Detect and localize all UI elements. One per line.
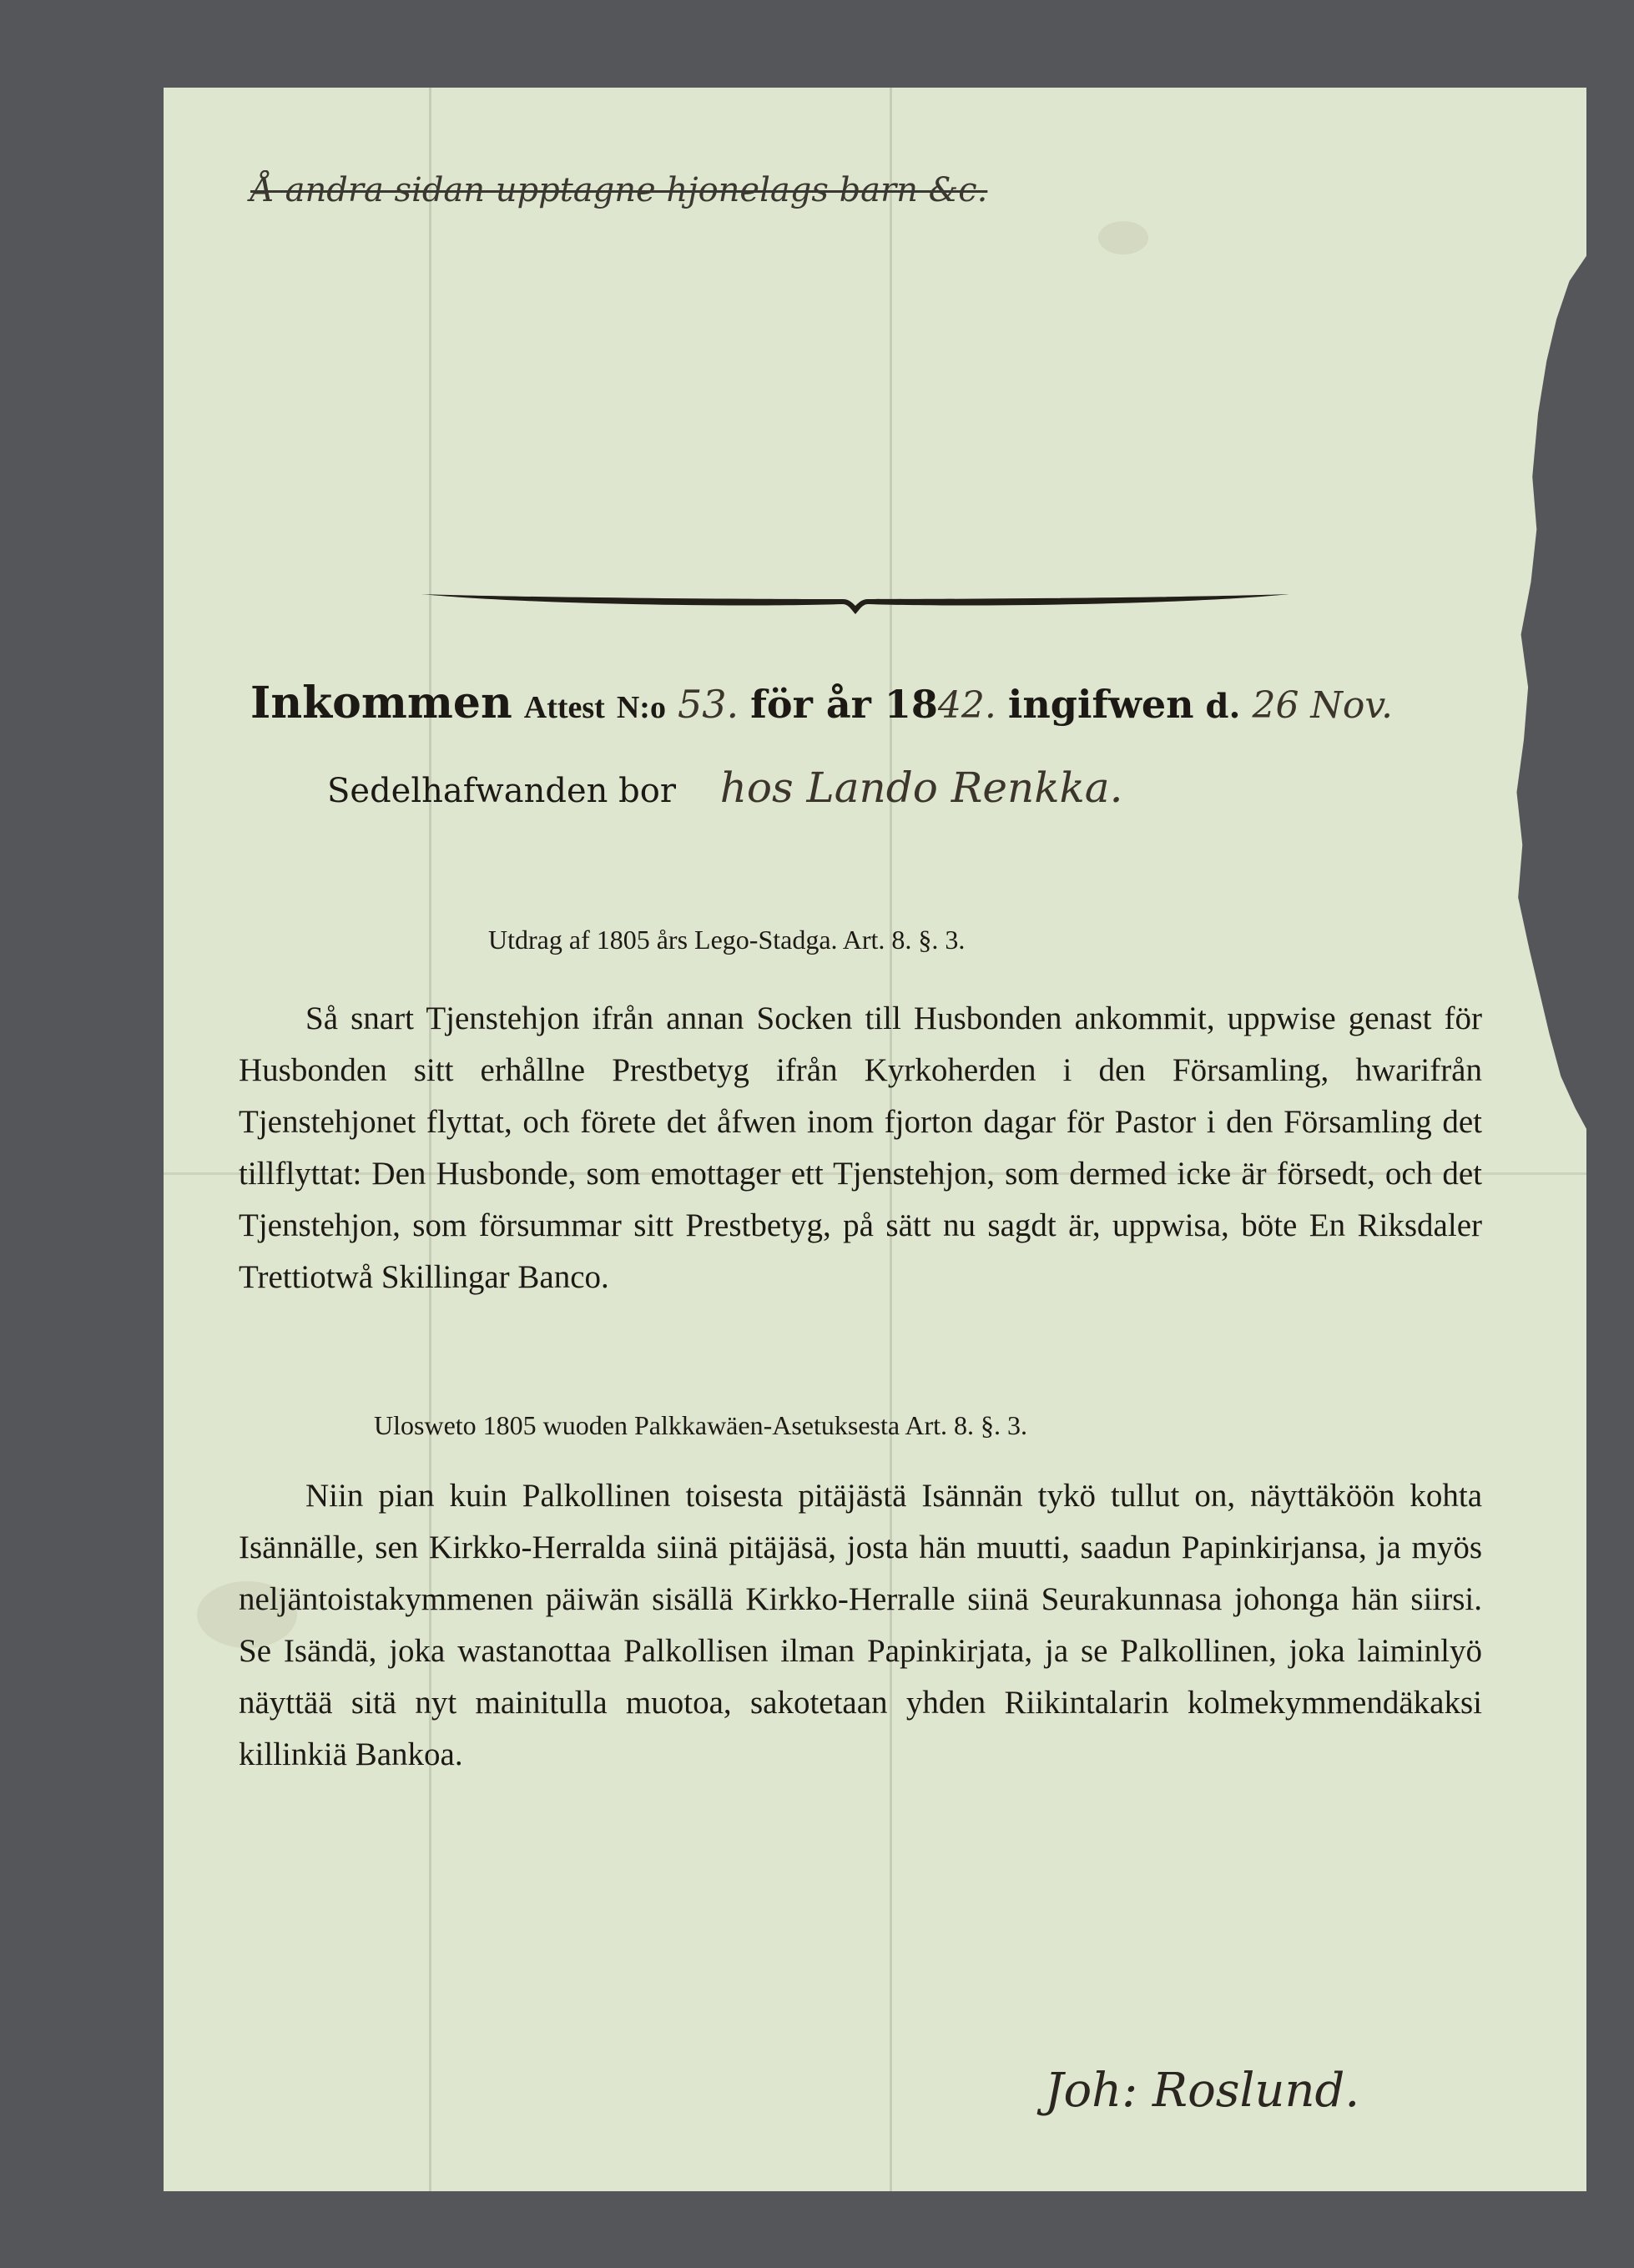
finnish-body: Niin pian kuin Palkollinen toisesta pitäjästä Isännän tykö tullut on, näyttäköön kohta Isännälle, sen Kirkko-Herralda siinä pitäjäsä, josta hän muutti, saadun Papinkirjansa, ja myös neljäntoistakymmenen päiwän sisällä Kirkko-Herralle siinä Seurakunnasa johonga hän siirsi. Se Isändä, joka wastanottaa Palkollisen ilman Papinkirjata, ja se Palkollinen, joka laiminlyö näyttää sitä nyt mainitulla muotoa, sakotetaan yhden Riikintalarin kolmekymmendäkaksi killinkiä Bankoa. bbox=[239, 1478, 1482, 1772]
swedish-body: Så snart Tjenstehjon ifrån annan Socken till Husbonden ankommit, uppwise genast för Husbonden sitt erhållne Prestbetyg ifrån Kyrkoherden i den Församling, hwarifrån Tjenstehjonet flyttat, och förete det åfwen inom fjorton dagar för Pastor i den Församling det tillflyttat: Den Husbonde, som emottager ett Tjenstehjon, som dermed icke är försedt, och det Tjenstehjon, som försummar sitt Prestbetyg, på sätt nu sagdt är, uppwisa, böte En Riksdaler Trettiotwå Skillingar Banco. bbox=[239, 1000, 1482, 1295]
struck-through-line: Å andra sidan upptagne hjonelags barn &c. bbox=[250, 171, 988, 209]
decorative-rule bbox=[421, 586, 1289, 616]
signature: Joh: Roslund. bbox=[1045, 2064, 1360, 2118]
title-attest: Attest bbox=[523, 690, 605, 725]
title-filed-label: ingifwen bbox=[1007, 682, 1194, 727]
paper-stain bbox=[1098, 221, 1148, 255]
residence-value: hos Lando Renkka. bbox=[719, 764, 1123, 812]
residence-line bbox=[327, 764, 1123, 812]
title-year-label: för år 18 bbox=[750, 682, 938, 727]
title-number-value: 53. bbox=[677, 682, 739, 727]
finnish-heading: Ulosweto 1805 wuoden Palkkawäen-Asetuksesta Art. 8. §. 3. bbox=[374, 1410, 1027, 1440]
attest-title bbox=[250, 678, 1393, 728]
title-date-prefix: d. bbox=[1205, 687, 1241, 726]
title-date-value: 26 Nov. bbox=[1252, 684, 1394, 727]
title-year-value: 42. bbox=[937, 684, 996, 727]
title-number-label: N:o bbox=[616, 690, 666, 725]
title-inkommen: Inkommen bbox=[250, 678, 512, 728]
residence-label: Sedelhafwanden bor bbox=[327, 772, 676, 810]
swedish-heading: Utdrag af 1805 års Lego-Stadga. Art. 8. §. 3. bbox=[488, 925, 966, 955]
